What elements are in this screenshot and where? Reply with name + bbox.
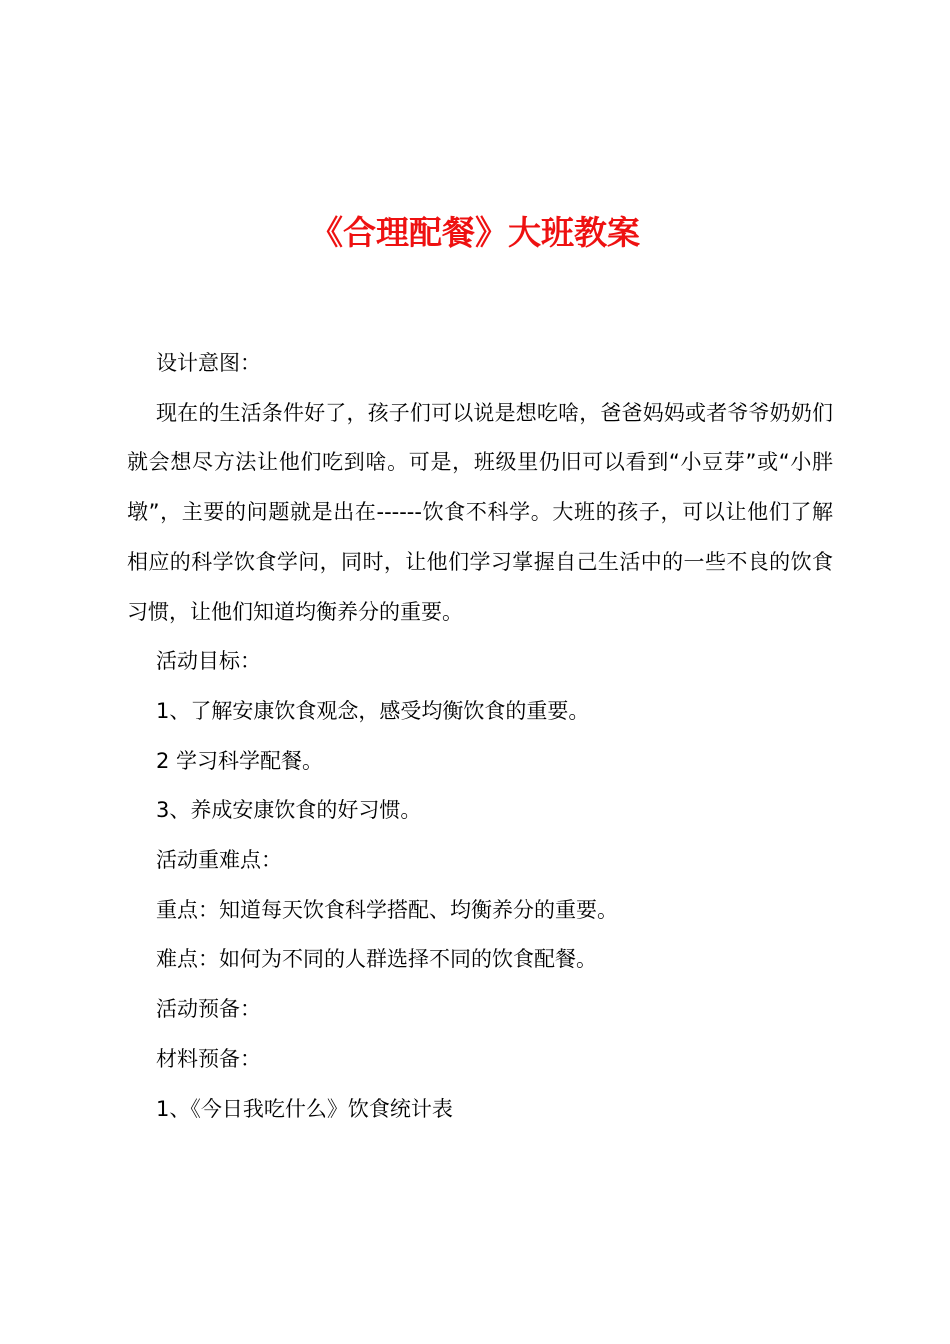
paragraph-goal-3: 3、养成安康饮食的好习惯。 [156,798,422,823]
paragraph-key-point: 重点：知道每天饮食科学搭配、均衡养分的重要。 [156,897,618,922]
paragraph-goals-heading: 活动目标： [156,649,261,674]
paragraph-materials-heading: 材料预备： [156,1046,261,1071]
document-body [127,339,833,1134]
document-title: 《合理配餐》大班教案 [310,213,640,252]
paragraph-design-intent: 现在的生活条件好了，孩子们可以说是想吃啥，爸爸妈妈或者爷爷奶奶们就会想尽方法让他们吃到啥。可是，班级里仍旧可以看到“小豆芽”或“小胖墩”，主要的问题就是出在------饮食不科学。大班的孩子，可以让他们了解相应的科学饮食学问，同时，让他们学习掌握自己生活中的一些不良的饮食习惯，让他们知道均衡养分的重要。 [127,400,833,624]
paragraph-design-intent-heading: 设计意图： [156,351,261,375]
paragraph-goal-2: 2 学习科学配餐。 [156,748,324,773]
paragraph-goal-1: 1、了解安康饮食观念，感受均衡饮食的重要。 [156,698,590,723]
paragraph-key-points-heading: 活动重难点： [156,848,282,873]
paragraph-material-1: 1、《今日我吃什么》饮食统计表 [156,1096,453,1121]
paragraph-preparation-heading: 活动预备： [156,997,261,1022]
paragraph-difficult-point: 难点：如何为不同的人群选择不同的饮食配餐。 [156,947,597,972]
